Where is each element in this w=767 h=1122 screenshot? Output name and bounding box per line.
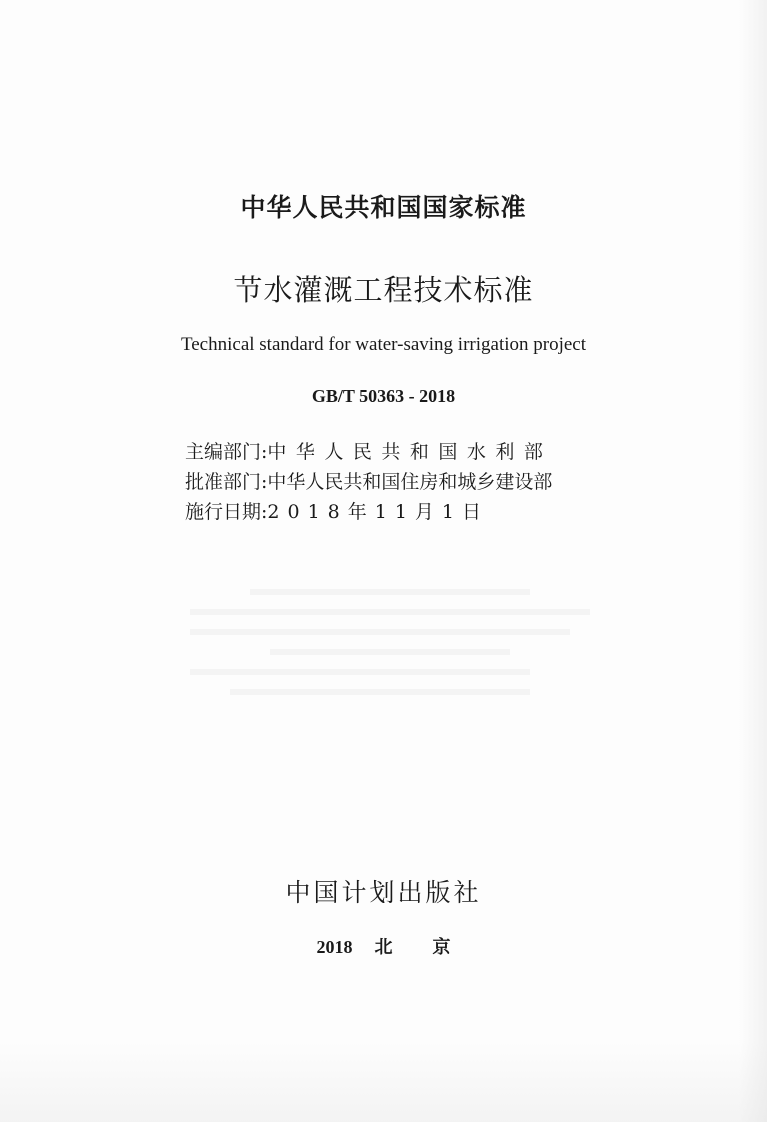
approver-department-label: 批准部门:	[185, 471, 268, 493]
document-title-english: Technical standard for water-saving irrigation project	[180, 334, 587, 355]
editor-department-label: 主编部门:	[185, 441, 268, 463]
approver-department-row	[185, 467, 552, 494]
effective-date-value: 2018年11月1日	[267, 501, 490, 523]
editor-department-value: 中华人民共和国水利部	[267, 441, 553, 463]
publication-city-char-2: 京	[432, 937, 451, 957]
editor-department-row	[185, 437, 552, 464]
national-standard-heading: 中华人民共和国国家标准	[240, 193, 527, 222]
publication-year-city	[0, 933, 767, 959]
publisher-name: 中国计划出版社	[285, 878, 482, 907]
effective-date-label: 施行日期:	[185, 501, 268, 523]
standard-code: GB/T 50363 - 2018	[311, 386, 456, 406]
document-title-chinese: 节水灌溉工程技术标准	[233, 273, 534, 307]
show-through-text	[190, 575, 590, 775]
publication-year: 2018	[316, 937, 353, 957]
approver-department-value: 中华人民共和国住房和城乡建设部	[267, 471, 553, 493]
page-bottom-shadow	[0, 1042, 767, 1122]
effective-date-row	[185, 497, 489, 524]
publication-city-char-1: 北	[374, 937, 393, 957]
